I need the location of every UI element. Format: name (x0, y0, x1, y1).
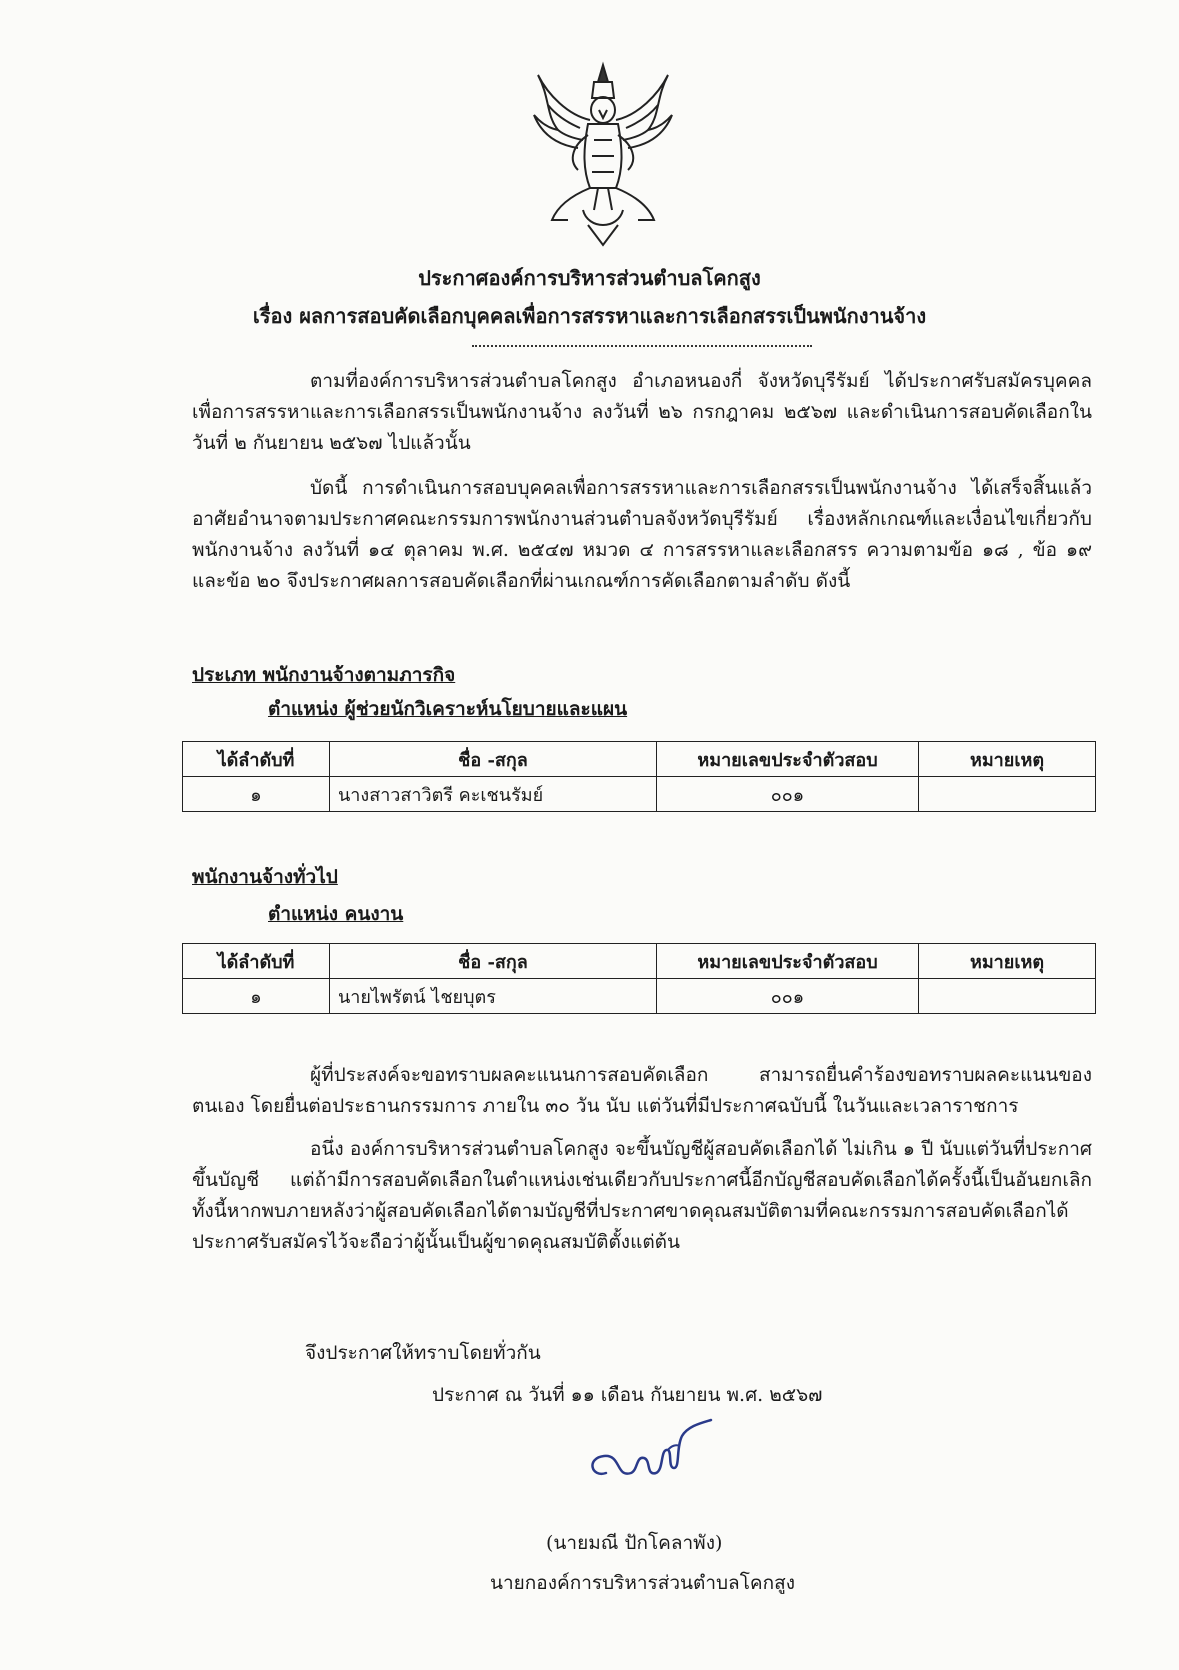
section1-type-heading: ประเภท พนักงานจ้างตามภารกิจ (192, 664, 456, 686)
note-cell (919, 777, 1096, 812)
intro-section (192, 366, 1092, 597)
date-line: ประกาศ ณ วันที่ ๑๑ เดือน กันยายน พ.ศ. ๒๕๖๗ (432, 1384, 823, 1406)
column-header-name: ชื่อ -สกุล (330, 944, 657, 979)
column-header-note: หมายเหตุ (919, 944, 1096, 979)
signatory-name: (นายมณี ปักโคลาพัง) (546, 1532, 723, 1554)
section2-type-heading: พนักงานจ้างทั่วไป (192, 866, 338, 888)
closing-section (192, 1060, 1092, 1258)
intro-paragraph-2: บัดนี้ การดำเนินการสอบบุคคลเพื่อการสรรหาและการเลือกสรรเป็นพนักงานจ้าง ได้เสร็จสิ้นแล้ว อาศัยอำนาจตามประกาศคณะกรรมการพนักงานส่วนตำบลจังหวัดบุรีรัมย์ เรื่องหลักเกณฑ์และเงื่อนไขเกี่ยวกับพนักงานจ้าง ลงวันที่ ๑๔ ตุลาคม พ.ศ. ๒๕๔๗ หมวด ๔ การสรรหาและเลือกสรร ความตามข้อ ๑๘ , ข้อ ๑๙ และข้อ ๒๐ จึงประกาศผลการสอบคัดเลือกที่ผ่านเกณฑ์การคัดเลือกตามลำดับ ดังนี้ (192, 477, 1092, 592)
section2-position-heading: ตำแหน่ง คนงาน (268, 903, 404, 925)
table-row (183, 979, 1096, 1014)
section1-results-table (182, 741, 1096, 812)
garuda-emblem-icon (528, 60, 678, 250)
announce-line: จึงประกาศให้ทราบโดยทั่วกัน (305, 1342, 541, 1364)
note-cell (919, 979, 1096, 1014)
column-header-name: ชื่อ -สกุล (330, 742, 657, 777)
column-header-note: หมายเหตุ (919, 742, 1096, 777)
column-header-exam-number: หมายเลขประจำตัวสอบ (657, 742, 919, 777)
intro-paragraph-1: ตามที่องค์การบริหารส่วนตำบลโคกสูง อำเภอหนองกี่ จังหวัดบุรีรัมย์ ได้ประกาศรับสมัครบุคคลเพื่อการสรรหาและการเลือกสรรเป็นพนักงานจ้าง ลงวันที่ ๒๖ กรกฎาคม ๒๕๖๗ และดำเนินการสอบคัดเลือกในวันที่ ๒ กันยายน ๒๕๖๗ ไปแล้วนั้น (192, 370, 1092, 454)
rank-cell: ๑ (183, 777, 330, 812)
name-cell: นายไพรัตน์ ไชยบุตร (330, 979, 657, 1014)
closing-paragraph-2: อนึ่ง องค์การบริหารส่วนตำบลโคกสูง จะขึ้นบัญชีผู้สอบคัดเลือกได้ ไม่เกิน ๑ ปี นับแต่วันที่ประกาศขึ้นบัญชี แต่ถ้ามีการสอบคัดเลือกในตำแหน่งเช่นเดียวกับประกาศนี้อีกบัญชีสอบคัดเลือกได้ครั้งนี้เป็นอันยกเลิก ทั้งนี้หากพบภายหลังว่าผู้สอบคัดเลือกได้ตามบัญชีที่ประกาศขาดคุณสมบัติตามที่คณะกรรมการสอบคัดเลือกได้ประกาศรับสมัครไว้จะถือว่าผู้นั้นเป็นผู้ขาดคุณสมบัติตั้งแต่ต้น (192, 1138, 1092, 1253)
table-header-row (183, 742, 1096, 777)
title-divider (472, 345, 812, 347)
document-subject: เรื่อง ผลการสอบคัดเลือกบุคคลเพื่อการสรรหาและการเลือกสรรเป็นพนักงานจ้าง (252, 304, 927, 328)
table-row (183, 777, 1096, 812)
table-header-row (183, 944, 1096, 979)
section2-results-table (182, 943, 1096, 1014)
document-title: ประกาศองค์การบริหารส่วนตำบลโคกสูง (418, 266, 761, 290)
column-header-rank: ได้ลำดับที่ (183, 742, 330, 777)
section1-position-heading: ตำแหน่ง ผู้ช่วยนักวิเคราะห์นโยบายและแผน (268, 698, 628, 720)
column-header-exam-number: หมายเลขประจำตัวสอบ (657, 944, 919, 979)
name-cell: นางสาวสาวิตรี คะเชนรัมย์ (330, 777, 657, 812)
closing-paragraph-1: ผู้ที่ประสงค์จะขอทราบผลคะแนนการสอบคัดเลือก สามารถยื่นคำร้องขอทราบผลคะแนนของตนเอง โดยยื่นต่อประธานกรรมการ ภายใน ๓๐ วัน นับ แต่วันที่มีประกาศฉบับนี้ ในวันและเวลาราชการ (192, 1064, 1092, 1117)
signature-icon (576, 1418, 716, 1498)
rank-cell: ๑ (183, 979, 330, 1014)
signatory-position: นายกองค์การบริหารส่วนตำบลโคกสูง (490, 1572, 795, 1594)
exam-number-cell: ๐๐๑ (657, 777, 919, 812)
column-header-rank: ได้ลำดับที่ (183, 944, 330, 979)
exam-number-cell: ๐๐๑ (657, 979, 919, 1014)
